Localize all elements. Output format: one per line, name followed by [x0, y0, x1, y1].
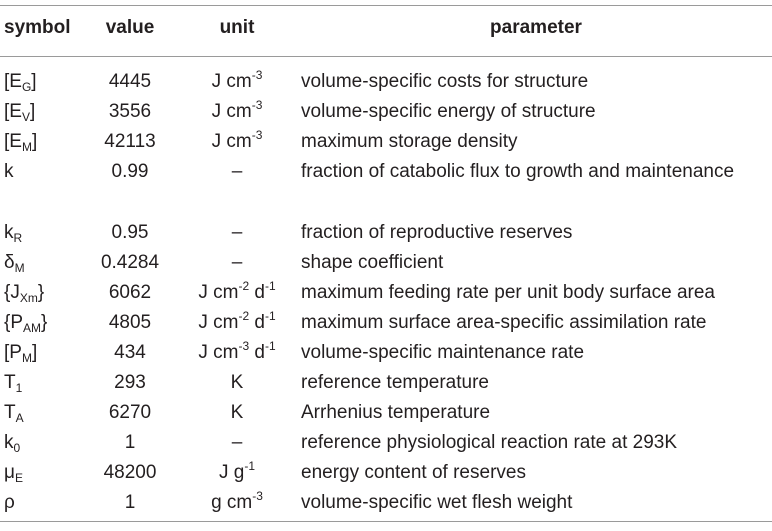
- bottom-rule: [0, 521, 772, 522]
- unit-text: –: [231, 161, 243, 182]
- symbol-close: }: [41, 312, 48, 333]
- value-cell: 4445: [108, 71, 152, 92]
- unit-exponent: -3: [251, 128, 263, 142]
- symbol-text: μ: [4, 462, 15, 483]
- symbol-close: ]: [29, 101, 36, 122]
- symbol-cell: [4, 308, 47, 338]
- unit-cell: [175, 308, 299, 338]
- parameter-cell: maximum storage density: [301, 131, 518, 152]
- symbol-subscript: A: [15, 411, 24, 425]
- unit-text: g cm: [211, 492, 253, 513]
- value-cell: 0.99: [111, 161, 149, 182]
- symbol-subscript: M: [21, 351, 32, 365]
- unit-text: J cm: [211, 131, 252, 152]
- symbol-cell: [4, 488, 15, 518]
- parameter-cell: volume-specific wet flesh weight: [301, 492, 573, 513]
- unit-text: –: [231, 252, 243, 273]
- symbol-cell: [4, 127, 37, 157]
- symbol-cell: [4, 67, 37, 97]
- symbol-cell: [4, 458, 23, 488]
- symbol-subscript: 1: [15, 381, 23, 395]
- symbol-cell: [4, 428, 20, 458]
- symbol-cell: [4, 157, 14, 187]
- symbol-cell: [4, 97, 35, 127]
- unit-exponent: -3: [251, 98, 263, 112]
- header-rule: [0, 56, 772, 57]
- value-cell: 434: [114, 342, 146, 363]
- symbol-cell: [4, 368, 22, 398]
- value-cell: 293: [114, 372, 146, 393]
- unit-exponent: -2: [238, 309, 250, 323]
- symbol-subscript: V: [21, 110, 30, 124]
- symbol-close: ]: [31, 71, 37, 92]
- unit-exponent: -3: [251, 68, 263, 82]
- unit-text: –: [231, 222, 243, 243]
- unit-exponent: -1: [244, 459, 256, 473]
- symbol-text: [E: [4, 101, 22, 122]
- parameter-cell: fraction of reproductive reserves: [301, 222, 573, 243]
- value-cell: 6062: [108, 282, 152, 303]
- parameter-cell: reference temperature: [301, 372, 489, 393]
- parameter-cell: Arrhenius temperature: [301, 402, 491, 423]
- unit-exponent: -2: [238, 279, 250, 293]
- value-cell: 0.4284: [100, 252, 160, 273]
- symbol-subscript: Xm: [19, 291, 38, 305]
- symbol-text: ρ: [4, 492, 15, 513]
- symbol-subscript: R: [13, 231, 23, 245]
- unit-text: d: [249, 282, 265, 303]
- unit-cell: [175, 338, 299, 368]
- unit-cell: [175, 398, 299, 428]
- unit-cell: [175, 248, 299, 278]
- unit-text: K: [230, 402, 244, 423]
- unit-text: J g: [218, 462, 245, 483]
- parameter-cell: volume-specific energy of structure: [301, 101, 596, 122]
- parameter-cell: maximum feeding rate per unit body surface area: [301, 282, 715, 303]
- unit-cell: [175, 368, 299, 398]
- symbol-subscript: E: [14, 471, 23, 485]
- symbol-cell: [4, 338, 37, 368]
- unit-text: d: [249, 342, 265, 363]
- unit-cell: [175, 488, 299, 518]
- symbol-close: }: [37, 282, 45, 303]
- unit-text: J cm: [211, 71, 252, 92]
- unit-exponent: -1: [264, 339, 276, 353]
- symbol-text: k: [4, 161, 14, 182]
- unit-cell: [175, 67, 299, 97]
- parameter-cell: energy content of reserves: [301, 462, 526, 483]
- unit-exponent: -3: [252, 489, 263, 503]
- unit-exponent: -3: [238, 339, 250, 353]
- unit-text: d: [249, 312, 265, 333]
- top-rule: [0, 5, 772, 6]
- symbol-subscript: 0: [13, 441, 21, 455]
- symbol-cell: [4, 278, 44, 308]
- symbol-cell: [4, 248, 25, 278]
- symbol-text: {P: [4, 312, 24, 333]
- unit-cell: [175, 157, 299, 187]
- unit-text: J cm: [198, 312, 239, 333]
- symbol-cell: [4, 218, 22, 248]
- symbol-text: {J: [4, 282, 20, 303]
- header-symbol: symbol: [4, 17, 71, 38]
- symbol-text: k: [4, 222, 14, 243]
- symbol-text: [P: [4, 342, 22, 363]
- header-parameter: parameter: [490, 17, 582, 38]
- unit-cell: [175, 97, 299, 127]
- unit-exponent: -1: [264, 279, 276, 293]
- parameter-cell: reference physiological reaction rate at 293K: [301, 432, 678, 453]
- unit-cell: [175, 218, 299, 248]
- parameter-cell: fraction of catabolic flux to growth and maintenance: [301, 161, 735, 182]
- symbol-text: [E: [4, 71, 22, 92]
- unit-cell: [175, 127, 299, 157]
- parameter-cell: shape coefficient: [301, 252, 444, 273]
- value-cell: 3556: [108, 101, 152, 122]
- unit-cell: [175, 278, 299, 308]
- unit-text: –: [231, 432, 243, 453]
- parameter-cell: volume-specific maintenance rate: [301, 342, 585, 363]
- value-cell: 6270: [108, 402, 152, 423]
- symbol-text: T: [4, 372, 16, 393]
- value-cell: 0.95: [111, 222, 149, 243]
- symbol-subscript: AM: [23, 321, 42, 335]
- symbol-close: ]: [31, 342, 38, 363]
- symbol-subscript: M: [21, 140, 32, 154]
- value-cell: 1: [124, 432, 136, 453]
- symbol-subscript: M: [14, 261, 25, 275]
- unit-exponent: -1: [264, 309, 276, 323]
- header-unit: unit: [219, 17, 255, 38]
- symbol-text: δ: [4, 252, 15, 273]
- symbol-text: [E: [4, 131, 22, 152]
- value-cell: 42113: [104, 131, 156, 152]
- symbol-text: T: [4, 402, 16, 423]
- unit-cell: [175, 428, 299, 458]
- symbol-subscript: G: [21, 80, 32, 94]
- symbol-text: k: [4, 432, 14, 453]
- symbol-cell: [4, 398, 24, 428]
- unit-cell: [175, 458, 299, 488]
- header-value: value: [105, 17, 155, 38]
- symbol-close: ]: [31, 131, 38, 152]
- value-cell: 48200: [103, 462, 157, 483]
- unit-text: J cm: [198, 342, 239, 363]
- value-cell: 4805: [108, 312, 152, 333]
- parameter-cell: maximum surface area-specific assimilation rate: [301, 312, 707, 333]
- unit-text: J cm: [211, 101, 252, 122]
- parameter-cell: volume-specific costs for structure: [301, 71, 589, 92]
- unit-text: K: [230, 372, 244, 393]
- unit-text: J cm: [198, 282, 239, 303]
- value-cell: 1: [124, 492, 136, 513]
